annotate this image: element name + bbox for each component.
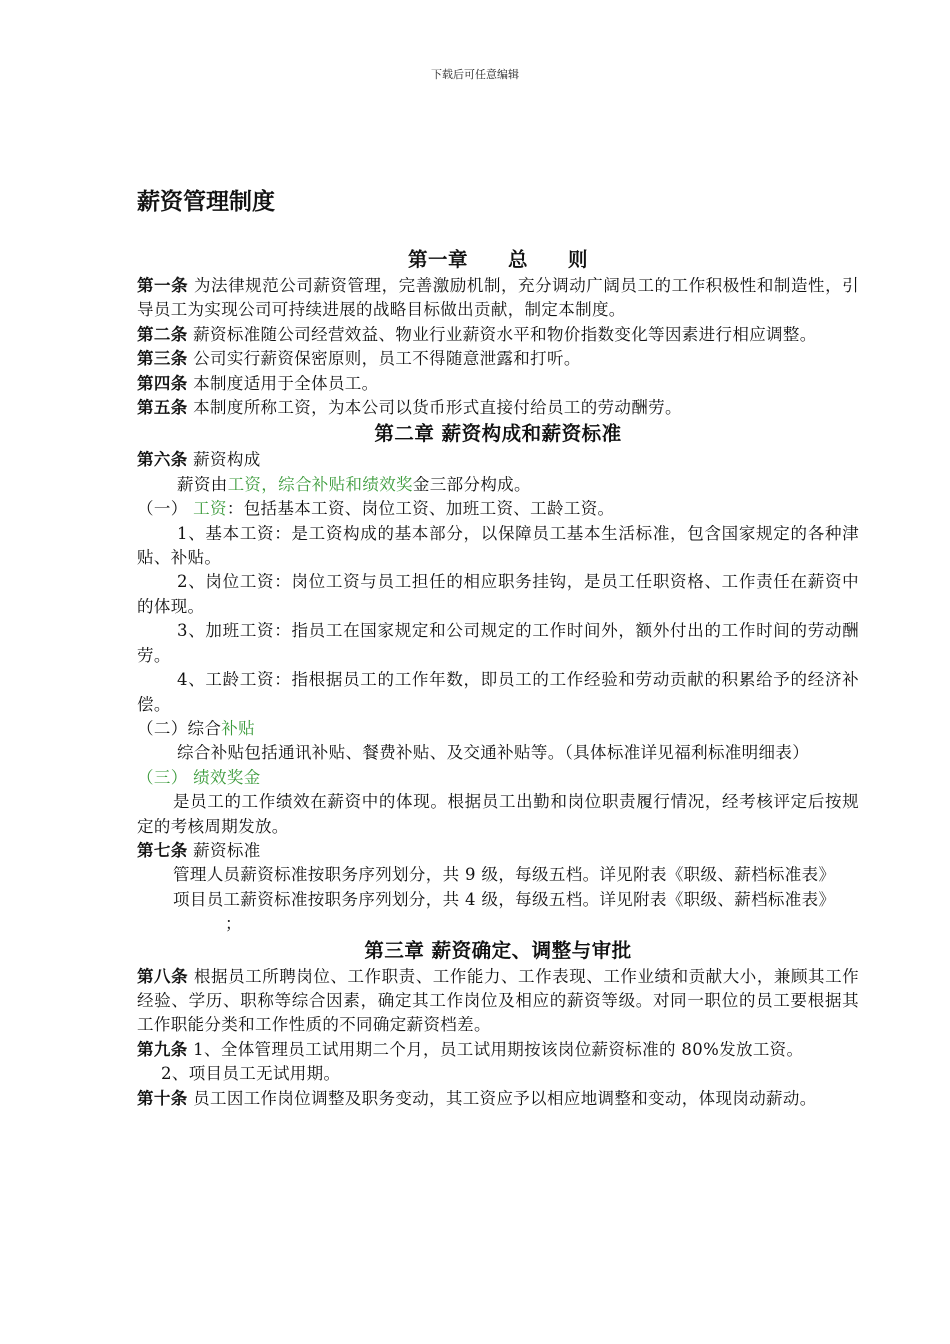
article-label: 第四条 <box>137 373 188 393</box>
header-note: 下载后可任意编辑 <box>431 68 519 81</box>
wage-item-2: 2、岗位工资：岗位工资与员工担任的相应职务挂钩，是员工任职资格、工作责任在薪资中的体现。 <box>137 572 859 616</box>
section-2-heading <box>137 717 859 741</box>
article-text: 1、全体管理员工试用期二个月，员工试用期按该岗位薪资标准的 80%发放工资。 <box>187 1039 804 1059</box>
section-label: （一） <box>137 499 194 519</box>
section-highlight: 补贴 <box>221 718 255 738</box>
article-9-para-2: 2、项目员工无试用期。 <box>161 1064 341 1084</box>
article-text: 薪资标准 <box>187 840 261 860</box>
article-6-intro <box>137 473 859 497</box>
article-6 <box>137 448 859 472</box>
article-2 <box>137 323 859 347</box>
article-text: 薪资构成 <box>187 450 261 470</box>
article-label: 第一条 <box>137 276 189 295</box>
section-3-heading: （三） 绩效奖金 <box>137 767 261 787</box>
intro-text-end: 金三部分构成。 <box>412 474 531 494</box>
article-7 <box>137 839 859 863</box>
article-text: 本制度所称工资，为本公司以货币形式直接付给员工的劳动酬劳。 <box>187 398 682 418</box>
article-text: 根据员工所聘岗位、工作职责、工作能力、工作表现、工作业绩和贡献大小，兼顾其工作经验、学历、职称等综合因素，确定其工作岗位及相应的薪资等级。对同一职位的员工要根据其工作职能分类和工作性质的不同确定薪资档差。 <box>137 966 859 1035</box>
section-3-body: 是员工的工作绩效在薪资中的体现。根据员工出勤和岗位职责履行情况，经考核评定后按规定的考核周期发放。 <box>137 792 859 836</box>
stray-semicolon: ； <box>225 914 242 934</box>
intro-highlight: 工资，综合补贴和绩效奖 <box>227 474 413 494</box>
chapter-1-heading: 第一章 总 则 <box>407 248 588 271</box>
article-8 <box>137 965 859 1038</box>
article-label: 第五条 <box>137 398 188 418</box>
article-3 <box>137 347 859 371</box>
article-label: 第二条 <box>137 324 188 344</box>
article-label: 第十条 <box>137 1088 188 1108</box>
article-10 <box>137 1087 859 1111</box>
article-label: 第六条 <box>137 450 188 470</box>
article-text: 本制度适用于全体员工。 <box>187 373 379 393</box>
section-1-heading <box>137 497 859 521</box>
article-label: 第九条 <box>137 1039 188 1059</box>
article-text: 薪资标准随公司经营效益、物业行业薪资水平和物价指数变化等因素进行相应调整。 <box>187 324 817 344</box>
article-1 <box>137 274 859 323</box>
section-label: （二）综合 <box>137 718 222 738</box>
article-5 <box>137 396 859 420</box>
article-7-para-1: 管理人员薪资标准按职务序列划分，共 9 级，每级五档。详见附表《职级、薪档标准表》 <box>173 865 836 885</box>
document-title: 薪资管理制度 <box>137 189 275 215</box>
intro-text: 薪资由 <box>177 474 228 494</box>
article-label: 第三条 <box>137 349 188 369</box>
article-7-para-2: 项目员工薪资标准按职务序列划分，共 4 级，每级五档。详见附表《职级、薪档标准表》 <box>173 889 836 909</box>
wage-item-4: 4、工龄工资：指根据员工的工作年数，即员工的工作经验和劳动贡献的积累给予的经济补偿。 <box>137 670 859 714</box>
wage-item-1: 1、基本工资：是工资构成的基本部分，以保障员工基本生活标准，包含国家规定的各种津贴、补贴。 <box>137 523 859 568</box>
section-text: ：包括基本工资、岗位工资、加班工资、工龄工资。 <box>226 499 615 519</box>
wage-item-3: 3、加班工资：指员工在国家规定和公司规定的工作时间外，额外付出的工作时间的劳动酬劳。 <box>137 621 859 665</box>
section-highlight: 工资 <box>193 499 227 519</box>
section-2-body: 综合补贴包括通讯补贴、餐费补贴、及交通补贴等。（具体标准详见福利标准明细表） <box>177 743 810 763</box>
article-4 <box>137 372 859 396</box>
document-body <box>137 246 859 1111</box>
article-text: 员工因工作岗位调整及职务变动，其工资应予以相应地调整和变动，体现岗动薪动。 <box>187 1088 817 1108</box>
article-9 <box>137 1038 859 1062</box>
article-label: 第八条 <box>137 966 189 986</box>
article-label: 第七条 <box>137 840 188 860</box>
chapter-3-heading: 第三章 薪资确定、调整与审批 <box>364 938 632 962</box>
chapter-2-heading: 第二章 薪资构成和薪资标准 <box>374 422 622 446</box>
article-text: 公司实行薪资保密原则，员工不得随意泄露和打听。 <box>187 349 581 369</box>
article-text: 为法律规范公司薪资管理，完善激励机制，充分调动广阔员工的工作积极性和制造性，引导员工为实现公司可持续进展的战略目标做出贡献，制定本制度。 <box>137 276 859 320</box>
